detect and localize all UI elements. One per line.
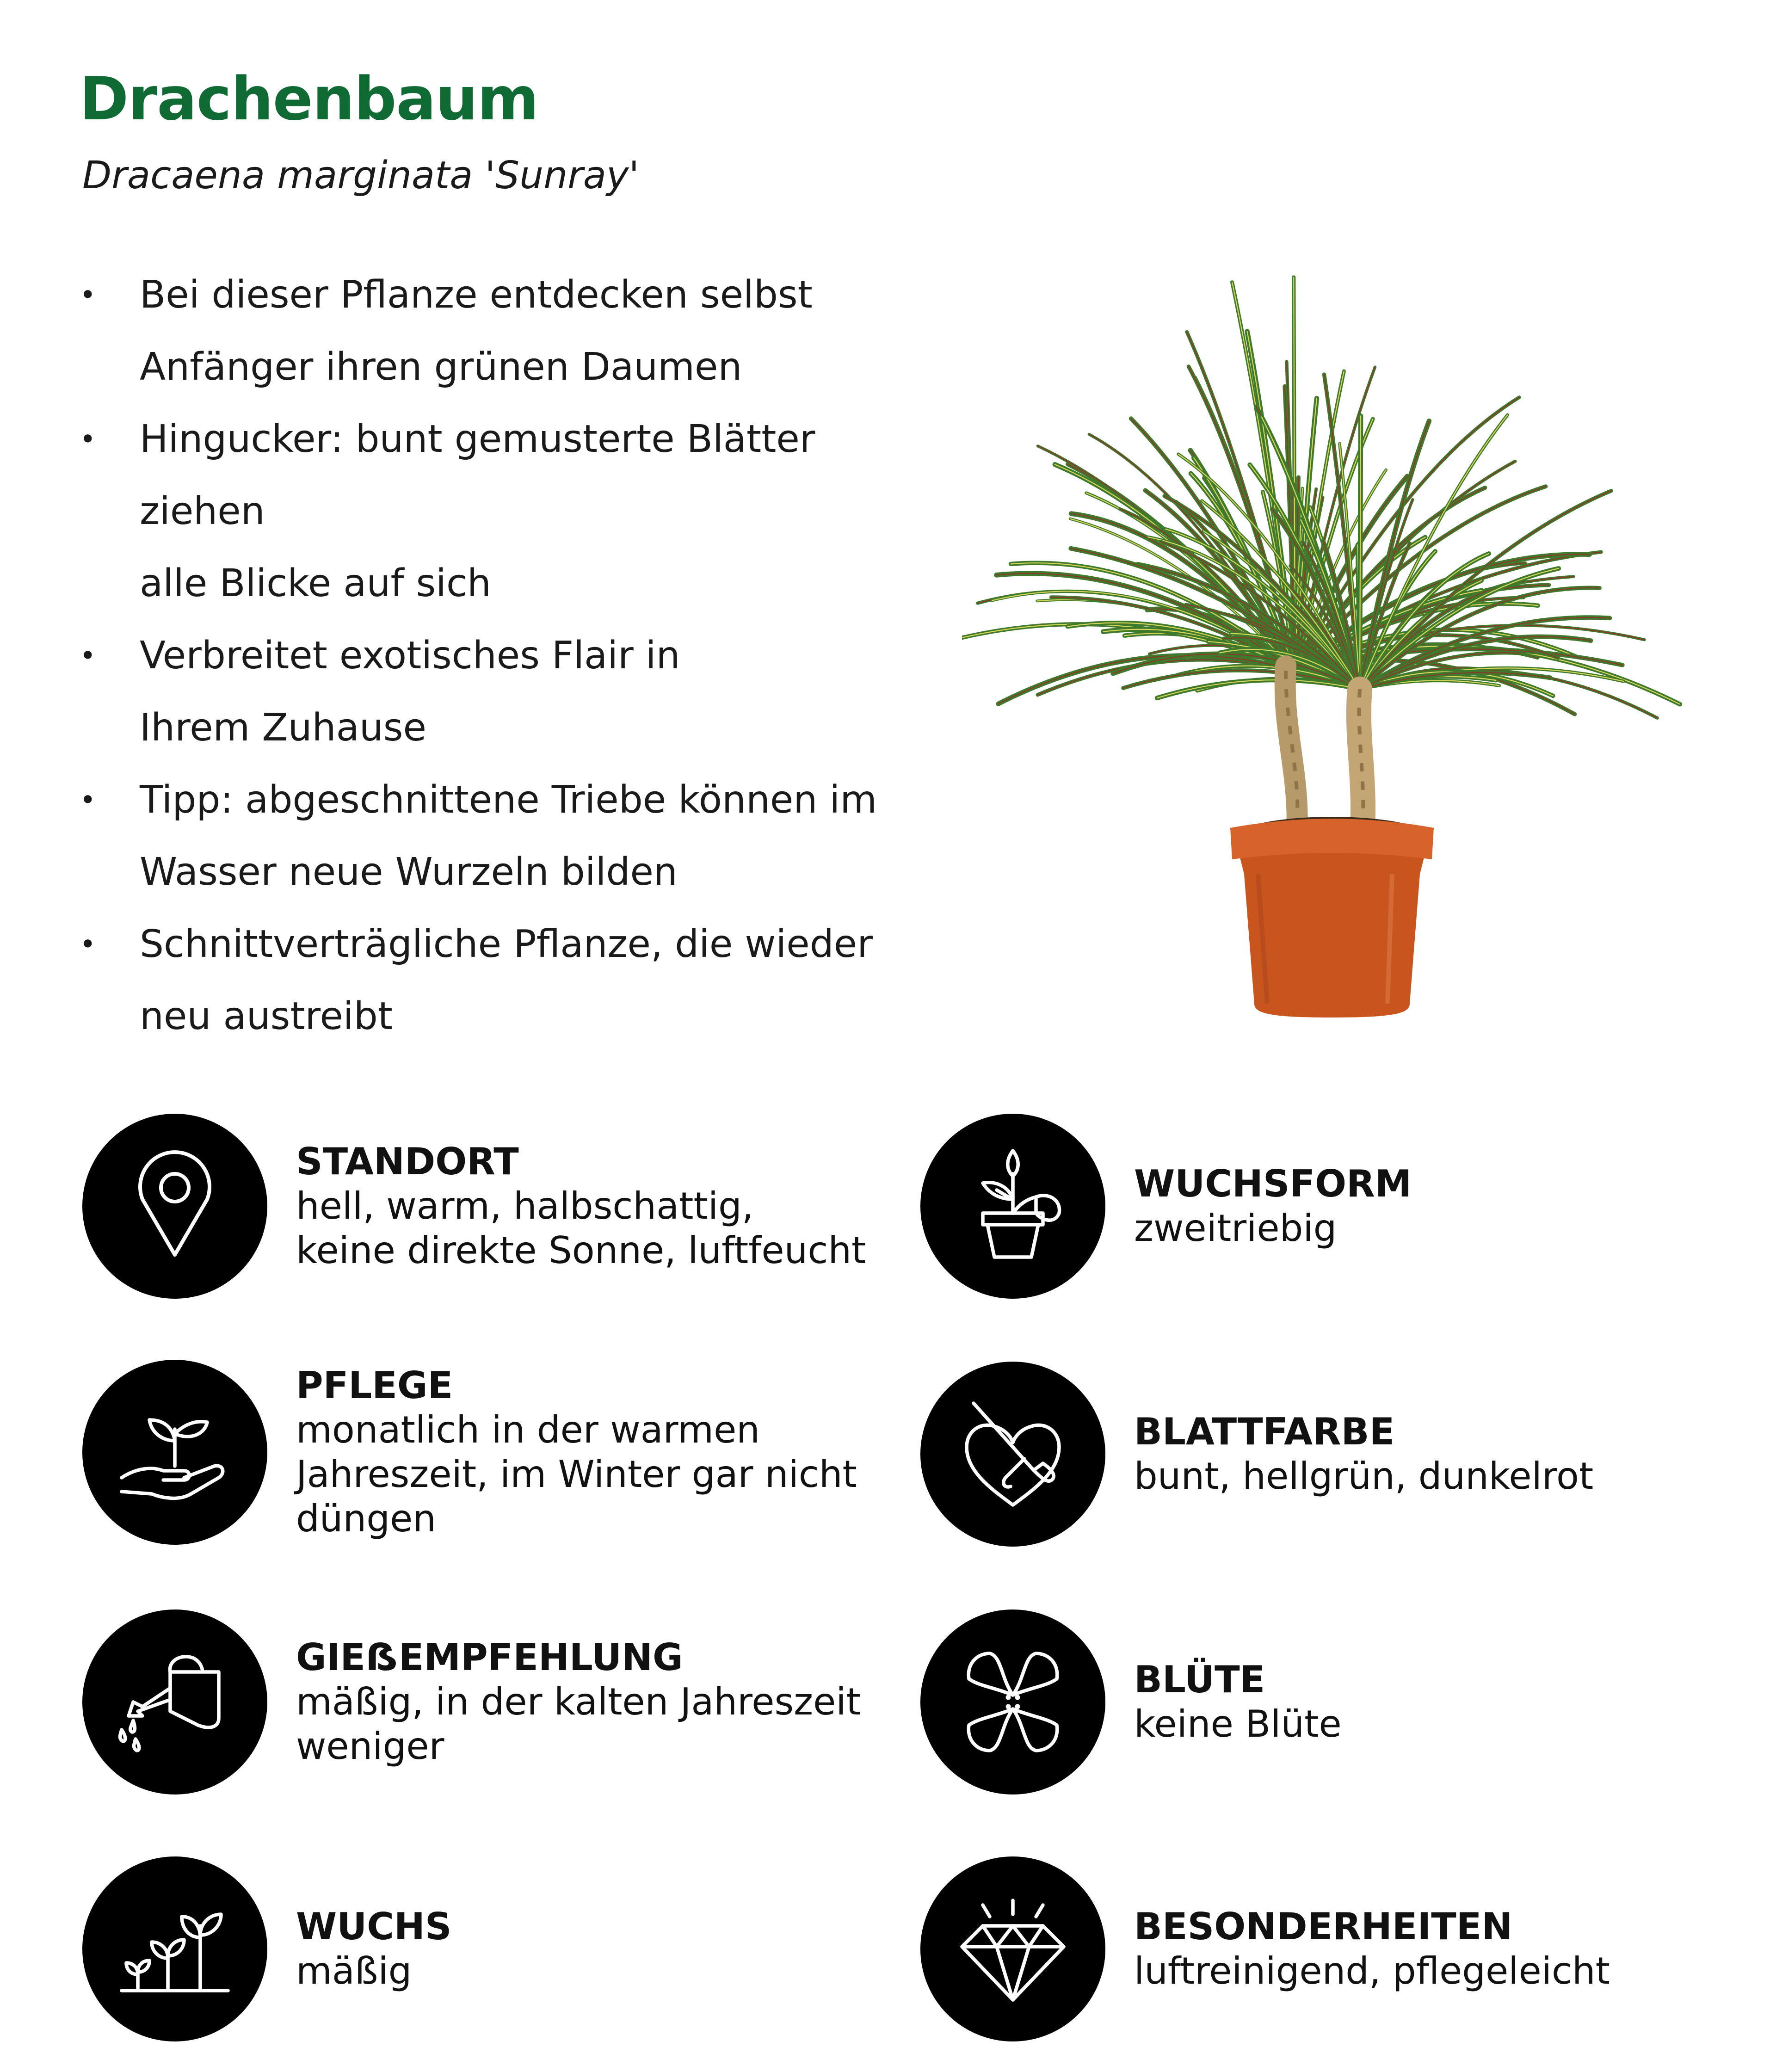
bullet-line: Wasser neue Wurzeln bilden	[140, 850, 678, 894]
feature-blattfarbe	[920, 1362, 1734, 1547]
diamond-icon	[920, 1856, 1105, 2041]
bullet-line: Schnittverträgliche Pflanze, die wieder	[140, 922, 873, 966]
leaf	[1157, 680, 1360, 698]
bullet-line: alle Blicke auf sich	[140, 561, 492, 605]
feature-value: keine Blüte	[1134, 1702, 1342, 1745]
hand-sprout-icon	[82, 1360, 267, 1545]
location-pin-icon	[82, 1114, 267, 1299]
feature-value: weniger	[296, 1725, 444, 1768]
feature-value: hell, warm, halbschattig,	[296, 1184, 754, 1227]
feature-heading: BLÜTE	[1134, 1658, 1265, 1701]
feature-value: bunt, hellgrün, dunkelrot	[1134, 1455, 1594, 1498]
feature-heading: BLATTFARBE	[1134, 1410, 1395, 1453]
bullet-line: Anfänger ihren grünen Daumen	[140, 345, 742, 389]
sprouts-icon	[82, 1856, 267, 2041]
feature-wuchsform	[920, 1114, 1734, 1299]
feature-value: Jahreszeit, im Winter gar nicht	[296, 1453, 857, 1496]
feature-heading: STANDORT	[296, 1140, 519, 1183]
feature-besonderheiten	[920, 1856, 1734, 2041]
feature-value: monatlich in der warmen	[296, 1408, 760, 1451]
feature-value: luftreinigend, pflegeleicht	[1134, 1949, 1610, 1992]
bullet-line: Bei dieser Pflanze entdecken selbst	[140, 273, 813, 317]
feature-value: düngen	[296, 1497, 436, 1540]
product-image-dracaena	[962, 42, 1767, 1027]
bullet-line: Ihrem Zuhause	[140, 706, 426, 750]
feature-heading: WUCHSFORM	[1134, 1162, 1412, 1205]
bullet-item	[80, 620, 949, 764]
plant-illustration	[962, 42, 1767, 1027]
feature-wuchs	[82, 1856, 896, 2041]
feature-standort	[82, 1114, 896, 1299]
watering-can-icon	[82, 1610, 267, 1794]
bullet-item	[80, 403, 949, 620]
page-title: Drachenbaum	[80, 65, 539, 134]
feature-value: mäßig, in der kalten Jahreszeit	[296, 1680, 861, 1723]
botanical-name: Dracaena marginata 'Sunray'	[82, 154, 640, 197]
bullet-line: Tipp: abgeschnittene Triebe können im	[140, 778, 877, 822]
leaf-stripe	[1295, 397, 1519, 671]
feature-giessen	[82, 1610, 896, 1794]
potted-plant-icon	[920, 1114, 1105, 1299]
feature-heading: BESONDERHEITEN	[1134, 1905, 1513, 1948]
feature-value: zweitriebig	[1134, 1207, 1337, 1250]
feature-bullet-list	[80, 259, 949, 1053]
feature-bluete	[920, 1610, 1734, 1794]
bullet-item	[80, 259, 949, 403]
flower-icon	[920, 1610, 1105, 1794]
feature-heading: PFLEGE	[296, 1364, 453, 1407]
bullet-line: Verbreitet exotisches Flair in	[140, 634, 680, 678]
bullet-line: Hingucker: bunt gemusterte Blätter ziehen	[140, 417, 815, 533]
bullet-item	[80, 908, 949, 1053]
feature-value: keine direkte Sonne, luftfeucht	[296, 1229, 866, 1272]
feature-heading: GIEẞEMPFEHLUNG	[296, 1636, 683, 1679]
bullet-item	[80, 764, 949, 908]
feature-pflege	[82, 1360, 896, 1545]
bullet-line: neu austreibt	[140, 994, 393, 1038]
leaf-brush-icon	[920, 1362, 1105, 1547]
feature-heading: WUCHS	[296, 1905, 452, 1948]
feature-value: mäßig	[296, 1949, 412, 1992]
leaf	[1295, 397, 1519, 671]
